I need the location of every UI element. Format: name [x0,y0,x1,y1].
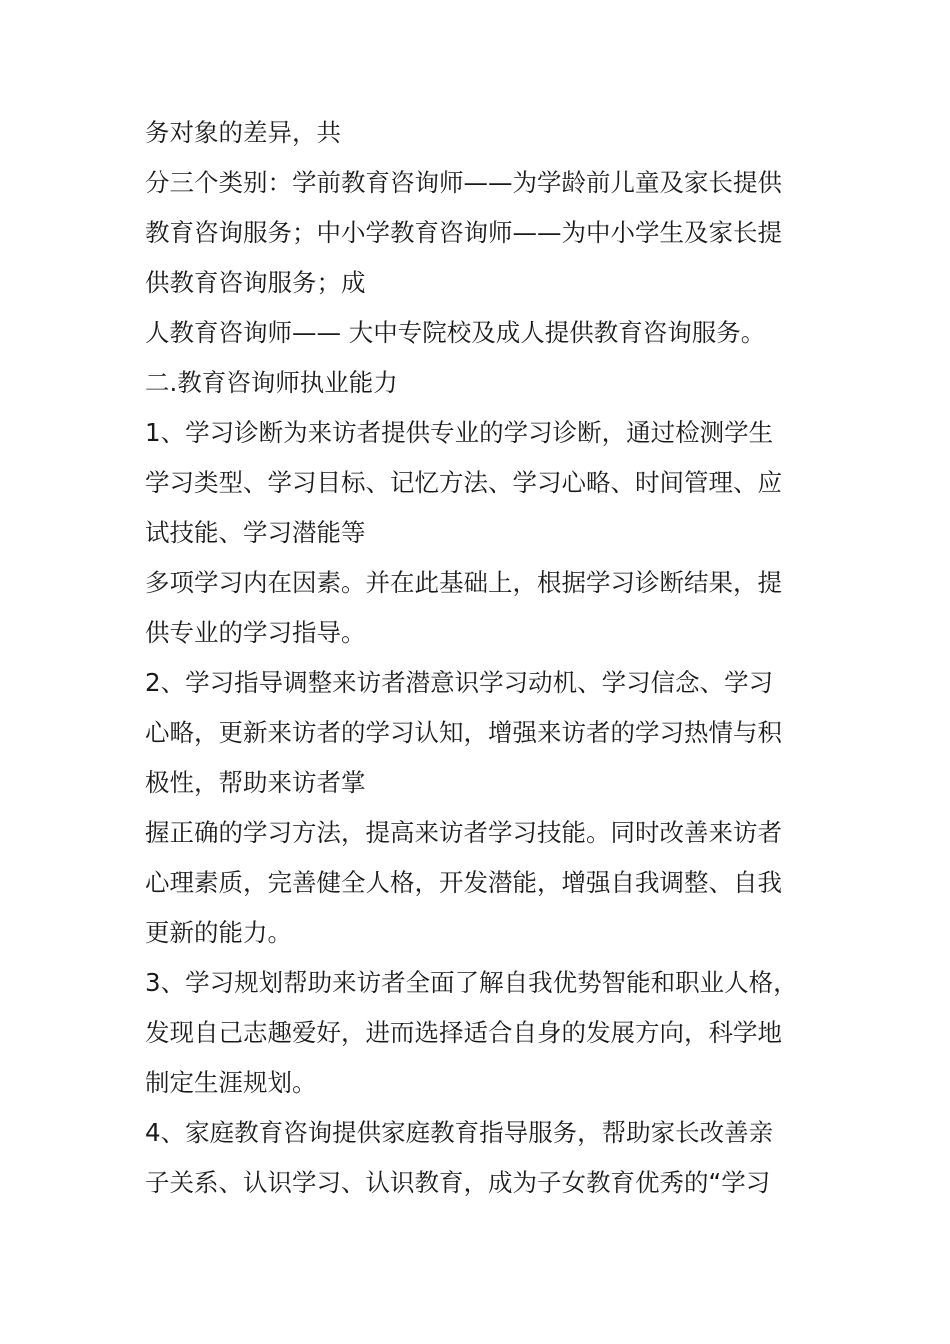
text-line: 务对象的差异，共 [145,118,341,147]
text-line: 教育咨询服务；中小学教育咨询师——为中小学生及家长提 [145,218,782,247]
text-line: 4、家庭教育咨询提供家庭教育指导服务，帮助家长改善亲 [145,1118,774,1147]
text-line: 供教育咨询服务；成 [145,268,366,297]
text-line: 子关系、认识学习、认识教育，成为子女教育优秀的“学习 [145,1168,771,1197]
text-line: 2、学习指导调整来访者潜意识学习动机、学习信念、学习 [145,668,774,697]
text-line: 多项学习内在因素。并在此基础上，根据学习诊断结果，提 [145,568,782,597]
text-line: 握正确的学习方法，提高来访者学习技能。同时改善来访者 [145,818,782,847]
text-line: 极性，帮助来访者掌 [145,768,366,797]
text-line: 3、学习规划帮助来访者全面了解自我优势智能和职业人格， [145,968,798,997]
text-line: 学习类型、学习目标、记忆方法、学习心略、时间管理、应 [145,468,782,497]
section-heading: 二.教育咨询师执业能力 [145,368,398,397]
text-line: 心略，更新来访者的学习认知，增强来访者的学习热情与积 [145,718,782,747]
text-line: 分三个类别：学前教育咨询师——为学龄前儿童及家长提供 [145,168,782,197]
text-line: 更新的能力。 [145,918,292,947]
text-line: 心理素质，完善健全人格，开发潜能，增强自我调整、自我 [145,868,782,897]
text-line: 供专业的学习指导。 [145,618,366,647]
text-line: 试技能、学习潜能等 [145,518,366,547]
text-line: 人教育咨询师—— 大中专院校及成人提供教育咨询服务。 [145,318,766,347]
text-line: 制定生涯规划。 [145,1068,317,1097]
text-line: 1、学习诊断为来访者提供专业的学习诊断，通过检测学生 [145,418,774,447]
text-line: 发现自己志趣爱好，进而选择适合自身的发展方向，科学地 [145,1018,782,1047]
